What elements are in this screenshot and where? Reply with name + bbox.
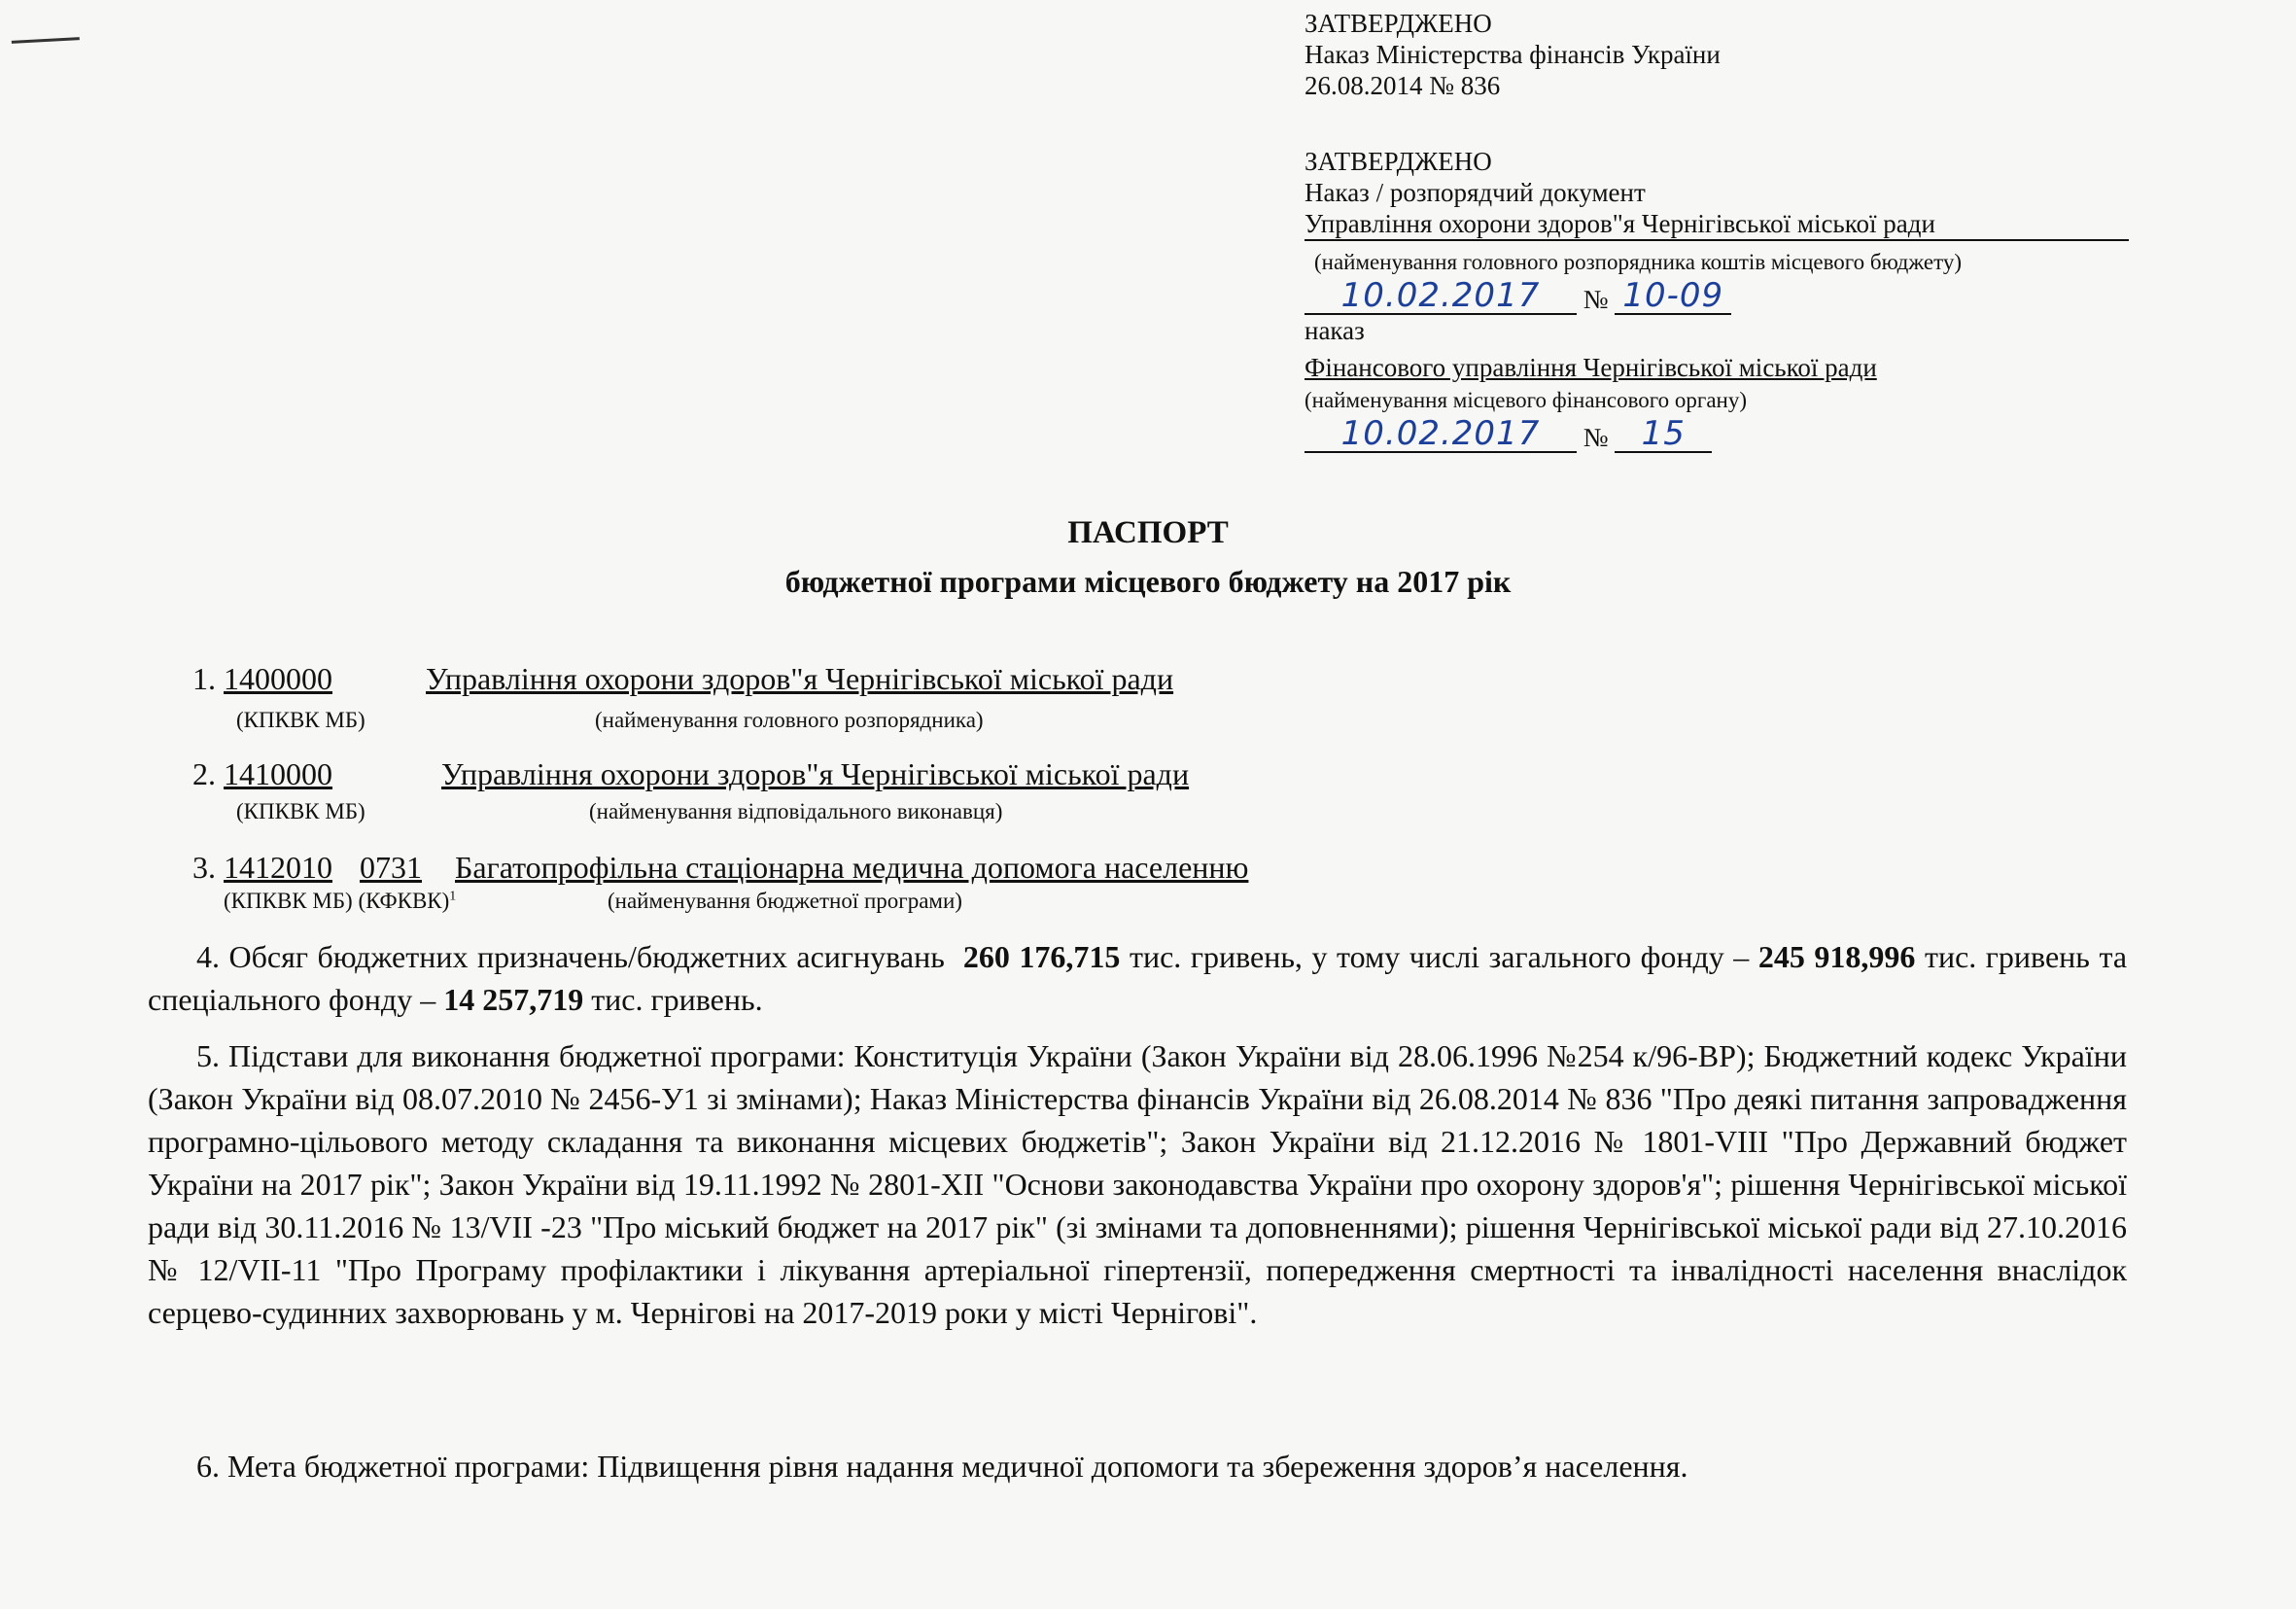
ministry-approval-block bbox=[1305, 8, 1721, 101]
item-name: Управління охорони здоров"я Чернігівської міської ради bbox=[441, 756, 1190, 791]
paragraph-program-goal: 6. Мета бюджетної програми: Підвищення рівня надання медичної допомоги та збереження здоров’я населення. bbox=[196, 1449, 1688, 1484]
item-number: 3. bbox=[192, 850, 216, 885]
number-sign-1: № bbox=[1583, 285, 1609, 314]
item-code: 1412010 bbox=[224, 850, 332, 885]
local-org-name: Управління охорони здоров"я Чернігівської міської ради bbox=[1305, 208, 2129, 241]
ministry-order-date: 26.08.2014 № 836 bbox=[1305, 71, 1501, 100]
general-fund-amount: 245 918,996 bbox=[1757, 939, 1916, 974]
handwritten-number-1: 10-09 bbox=[1622, 276, 1724, 315]
handwritten-date-1: 10.02.2017 bbox=[1340, 276, 1541, 315]
ministry-order-label: Наказ Міністерства фінансів України bbox=[1305, 40, 1721, 69]
order-word: наказ bbox=[1305, 316, 1365, 345]
item-name: Багатопрофільна стаціонарна медична допомога населенню bbox=[455, 850, 1249, 885]
item-2-code-caption: (КПКВК МБ) bbox=[236, 799, 365, 823]
local-org-caption: (найменування головного розпорядника коштів місцевого бюджету) bbox=[1314, 250, 1963, 274]
total-amount: 260 176,715 bbox=[962, 939, 1121, 974]
document-subtitle: бюджетної програми місцевого бюджету на 2017 рік bbox=[784, 564, 1512, 599]
handwritten-number-2: 15 bbox=[1641, 414, 1686, 453]
item-code: 1400000 bbox=[224, 661, 332, 696]
paragraph-legal-basis: 5. Підстави для виконання бюджетної програми: Конституція України (Закон України від 28.06.1996 №254 к/96-ВР); Бюджетний кодекс України (Закон України від 08.07.2010 № 2456-У1 зі змінами); Наказ Міністерства фінансів України від 26.08.2014 № 836 "Про деякі питання запровадження програмно-цільового методу складання та виконання місцевих бюджетів"; Закон України від 21.12.2016 № 1801-VIII "Про Державний бюджет України на 2017 рік"; Закон України від 19.11.1992 № 2801-XII "Основи законодавства України про охорону здоров'я"; рішення Чернігівської міської ради від 30.11.2016 № 13/VII -23 "Про міський бюджет на 2017 рік" (зі змінами та доповненнями); рішення Чернігівської міської ради від 27.10.2016 № 12/VII-11 "Про Програму профілактики і лікування артеріальної гіпертензії, попередження смертності та інвалідності населення внаслідок серцево-судинних захворювань у м. Чернігові на 2017-2019 роки у місті Чернігові". bbox=[148, 1038, 2127, 1330]
corner-mark bbox=[12, 37, 80, 50]
fin-org-name: Фінансового управління Чернігівської міської ради bbox=[1305, 353, 1877, 382]
footnote-marker: 1 bbox=[449, 889, 457, 904]
item-2-name-caption: (найменування відповідального виконавця) bbox=[589, 799, 1003, 823]
item-3-name-caption: (найменування бюджетної програми) bbox=[608, 889, 962, 913]
local-order-line-2 bbox=[1305, 414, 2129, 453]
number-sign-2: № bbox=[1583, 423, 1609, 452]
item-1-code-caption: (КПКВК МБ) bbox=[236, 708, 365, 732]
ministry-approved-label: ЗАТВЕРДЖЕНО bbox=[1305, 9, 1492, 38]
item-1-name-caption: (найменування головного розпорядника) bbox=[595, 708, 984, 732]
program-item-2 bbox=[192, 756, 1189, 792]
document-title: ПАСПОРТ bbox=[1067, 515, 1229, 550]
item-name: Управління охорони здоров"я Чернігівської міської ради bbox=[426, 661, 1174, 696]
item-number: 1. bbox=[192, 661, 216, 696]
item-code: 1410000 bbox=[224, 756, 332, 791]
handwritten-date-2: 10.02.2017 bbox=[1340, 414, 1541, 453]
local-approved-label: ЗАТВЕРДЖЕНО bbox=[1305, 147, 1492, 176]
program-item-1 bbox=[192, 661, 1173, 697]
fin-org-caption: (найменування місцевого фінансового органу) bbox=[1305, 388, 1748, 412]
special-fund-amount: 14 257,719 bbox=[443, 982, 584, 1017]
item-3-code-caption: (КПКВК МБ) (КФКВК)$^1$ bbox=[224, 889, 457, 913]
local-order-line-1 bbox=[1305, 276, 2129, 315]
program-item-3 bbox=[192, 850, 1248, 886]
item-number: 2. bbox=[192, 756, 216, 791]
item-function-code: 0731 bbox=[360, 850, 422, 885]
local-doc-label: Наказ / розпорядчий документ bbox=[1305, 178, 1646, 207]
local-approval-block bbox=[1305, 146, 2129, 453]
paragraph-budget-amount: 4. Обсяг бюджетних призначень/бюджетних асигнувань 260 176,715 тис. гривень, у тому числі загального фонду – 245 918,996 тис. гривень та спеціального фонду – 14 257,719 тис. гривень. bbox=[148, 939, 2128, 1017]
